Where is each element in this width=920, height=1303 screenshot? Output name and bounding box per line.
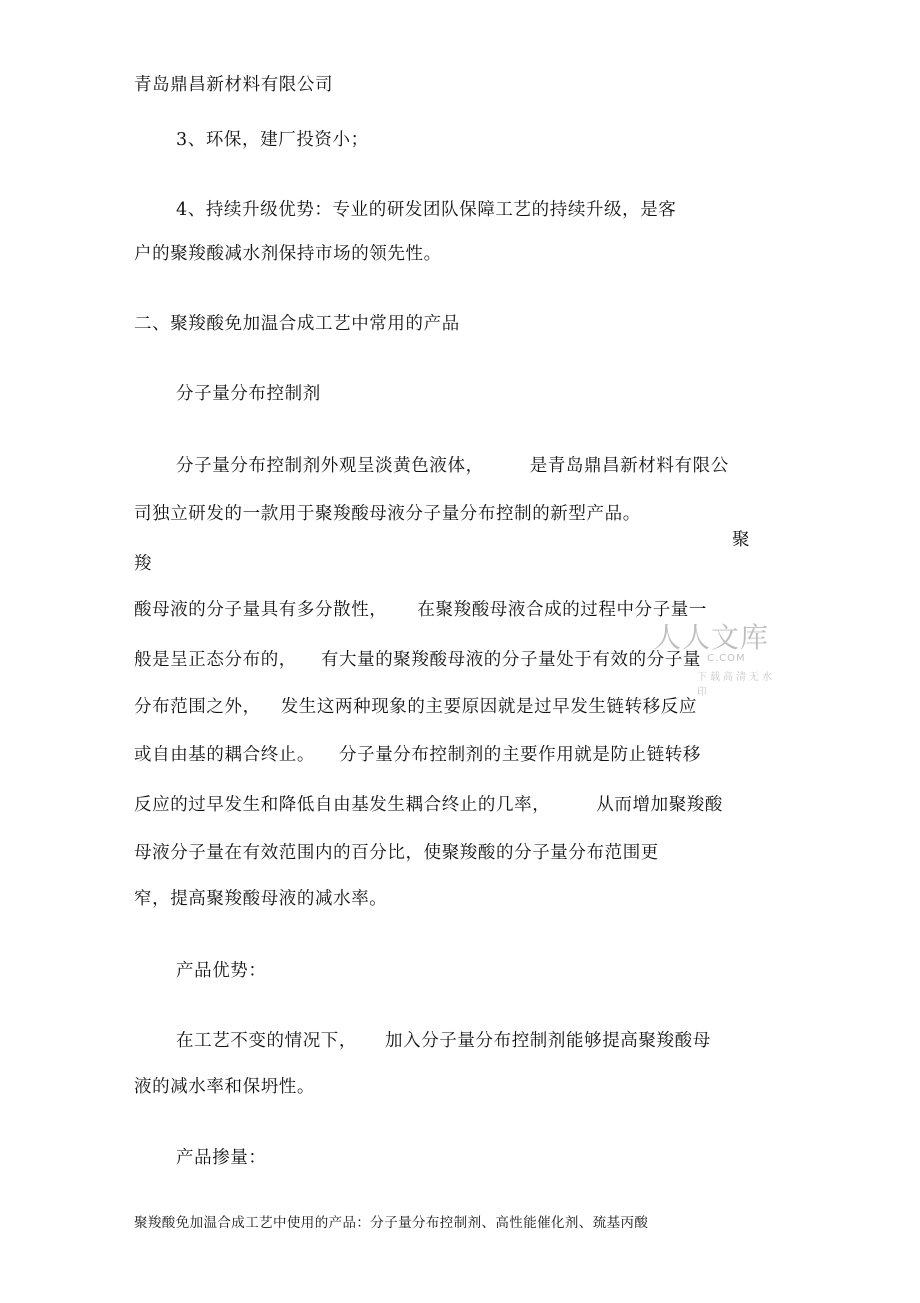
paragraph-line — [176, 455, 729, 477]
paragraph-text: 般是呈正态分布的， — [134, 650, 297, 670]
paragraph-text: 酸母液的分子量具有多分散性， — [134, 600, 388, 620]
watermark-title: 人人文库 — [653, 621, 770, 654]
subsection-heading: 分子量分布控制剂 — [176, 384, 321, 404]
paragraph-line — [134, 794, 723, 816]
section-heading: 二、聚羧酸免加温合成工艺中常用的产品 — [134, 314, 460, 334]
watermark-logo — [645, 621, 775, 698]
paragraph-line — [176, 1030, 711, 1052]
paragraph-line — [134, 696, 697, 718]
header-company-name: 青岛鼎昌新材料有限公司 — [134, 75, 334, 95]
paragraph-line: 液的减水率和保坍性。 — [134, 1077, 315, 1097]
paragraph-text: 在工艺不变的情况下， — [176, 1031, 357, 1051]
paragraph-line — [134, 599, 707, 621]
paragraph-text: 从而增加聚羧酸 — [596, 795, 724, 815]
paragraph-text: 在聚羧酸母液合成的过程中分子量一 — [417, 600, 708, 620]
paragraph-text: 是青岛鼎昌新材料有限公 — [529, 456, 729, 476]
paragraph-text: 分子量分布控制剂外观呈淡黄色液体， — [176, 456, 484, 476]
paragraph-line — [134, 649, 701, 671]
paragraph-line: 聚 — [732, 530, 751, 550]
paragraph-text: 分布范围之外， — [134, 697, 261, 717]
paragraph-line: 司独立研发的一款用于聚羧酸母液分子量分布控制的新型产品。 — [134, 504, 641, 524]
watermark-subtitle: 下载高清无水印 — [697, 672, 775, 698]
paragraph-line: 母液分子量在有效范围内的百分比，使聚羧酸的分子量分布范围更 — [134, 843, 659, 863]
subsection-heading: 产品优势： — [176, 961, 267, 981]
paragraph-line — [134, 744, 701, 766]
watermark-domain: C.COM — [707, 653, 746, 664]
paragraph-line: 窄，提高聚羧酸母液的减水率。 — [134, 889, 388, 909]
paragraph-text: 加入分子量分布控制剂能够提高聚羧酸母 — [385, 1031, 711, 1051]
paragraph-text: 发生这两种现象的主要原因就是过早发生链转移反应 — [280, 697, 698, 717]
paragraph-text: 反应的过早发生和降低自由基发生耦合终止的几率， — [134, 795, 551, 815]
footer-text: 聚羧酸免加温合成工艺中使用的产品：分子量分布控制剂、高性能催化剂、巯基丙酸 — [134, 1215, 649, 1231]
paragraph-text: 分子量分布控制剂的主要作用就是防止链转移 — [339, 745, 701, 765]
paragraph-line: 3、环保，建厂投资小； — [176, 130, 369, 150]
subsection-heading: 产品掺量： — [176, 1148, 267, 1168]
paragraph-line: 户的聚羧酸减水剂保持市场的领先性。 — [134, 244, 442, 264]
paragraph-text: 或自由基的耦合终止。 — [134, 745, 315, 765]
paragraph-line: 4、持续升级优势：专业的研发团队保障工艺的持续升级，是客 — [176, 200, 677, 220]
paragraph-line: 羧 — [134, 554, 153, 574]
paragraph-text: 有大量的聚羧酸母液的分子量处于有效的分子量 — [320, 650, 702, 670]
